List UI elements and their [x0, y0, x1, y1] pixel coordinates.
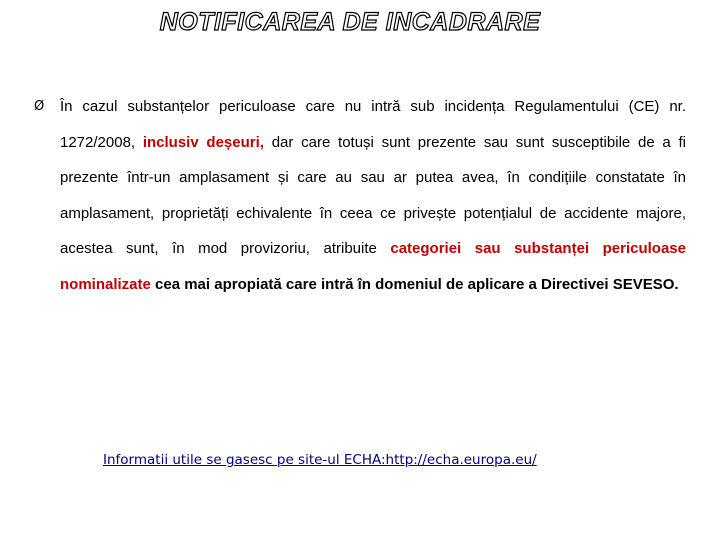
- text-segment-closing: cea mai apropiată care intră în domeniul de aplicare a Directivei SEVESO.: [150, 275, 679, 293]
- slide-title: NOTIFICAREA DE INCADRARE: [159, 8, 541, 36]
- bullet-item: [34, 89, 686, 302]
- arrow-bullet-icon: Ø: [34, 99, 45, 114]
- text-segment-intro: În cazul substanțelor periculoase care nu intră sub incidența Regulamentului (CE) nr. 1272/2008,: [60, 98, 686, 151]
- text-segment-body: dar care totuși sunt prezente sau sunt susceptibile de a fi prezente într-un amplasament și care au sau ar putea avea, în condițiile constatate în amplasament, proprietăți echivalente în ceea ce privește potențialul de accidente majore, acestea sunt, în mod provizoriu, atribuite: [60, 133, 686, 257]
- highlight-inclusiv-deseuri: inclusiv deșeuri,: [142, 133, 264, 151]
- bullet-text: [60, 89, 686, 302]
- highlight-categoriei-substantei: categoriei sau substanței periculoase nominalizate: [60, 240, 686, 293]
- echa-info-link[interactable]: Informatii utile se gasesc pe site-ul ECHA:http://echa.europa.eu/: [103, 452, 537, 468]
